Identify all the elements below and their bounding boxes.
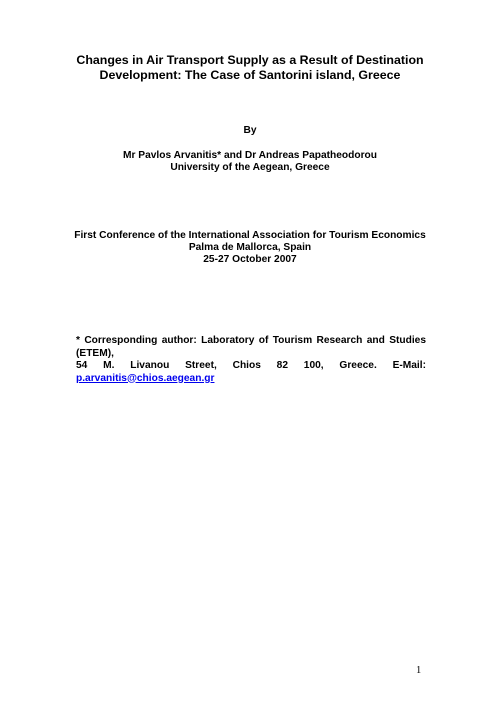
conference-name: First Conference of the International Association for Tourism Economics <box>74 230 426 241</box>
page-number: 1 <box>416 665 422 676</box>
paper-title-line-1: Changes in Air Transport Supply as a Result of Destination <box>76 53 424 67</box>
corresponding-author-note <box>76 335 426 385</box>
corresponding-note-line-2: 54 M. Livanou Street, Chios 82 100, Greece. E-Mail: <box>76 360 426 371</box>
author-names: Mr Pavlos Arvanitis* and Dr Andreas Papatheodorou <box>123 150 377 161</box>
paper-title-line-2: Development: The Case of Santorini island, Greece <box>99 68 401 82</box>
corresponding-email-row <box>76 373 426 386</box>
conference-location: Palma de Mallorca, Spain <box>188 242 312 253</box>
paper-title <box>60 53 440 83</box>
by-label: By <box>243 125 257 136</box>
author-affiliation: University of the Aegean, Greece <box>170 162 330 173</box>
email-link[interactable]: p.arvanitis@chios.aegean.gr <box>76 372 215 384</box>
conference-block <box>60 230 440 266</box>
conference-dates: 25-27 October 2007 <box>203 254 297 265</box>
corresponding-note-line-1: * Corresponding author: Laboratory of Tourism Research and Studies (ETEM), <box>76 335 426 359</box>
author-block <box>60 150 440 174</box>
